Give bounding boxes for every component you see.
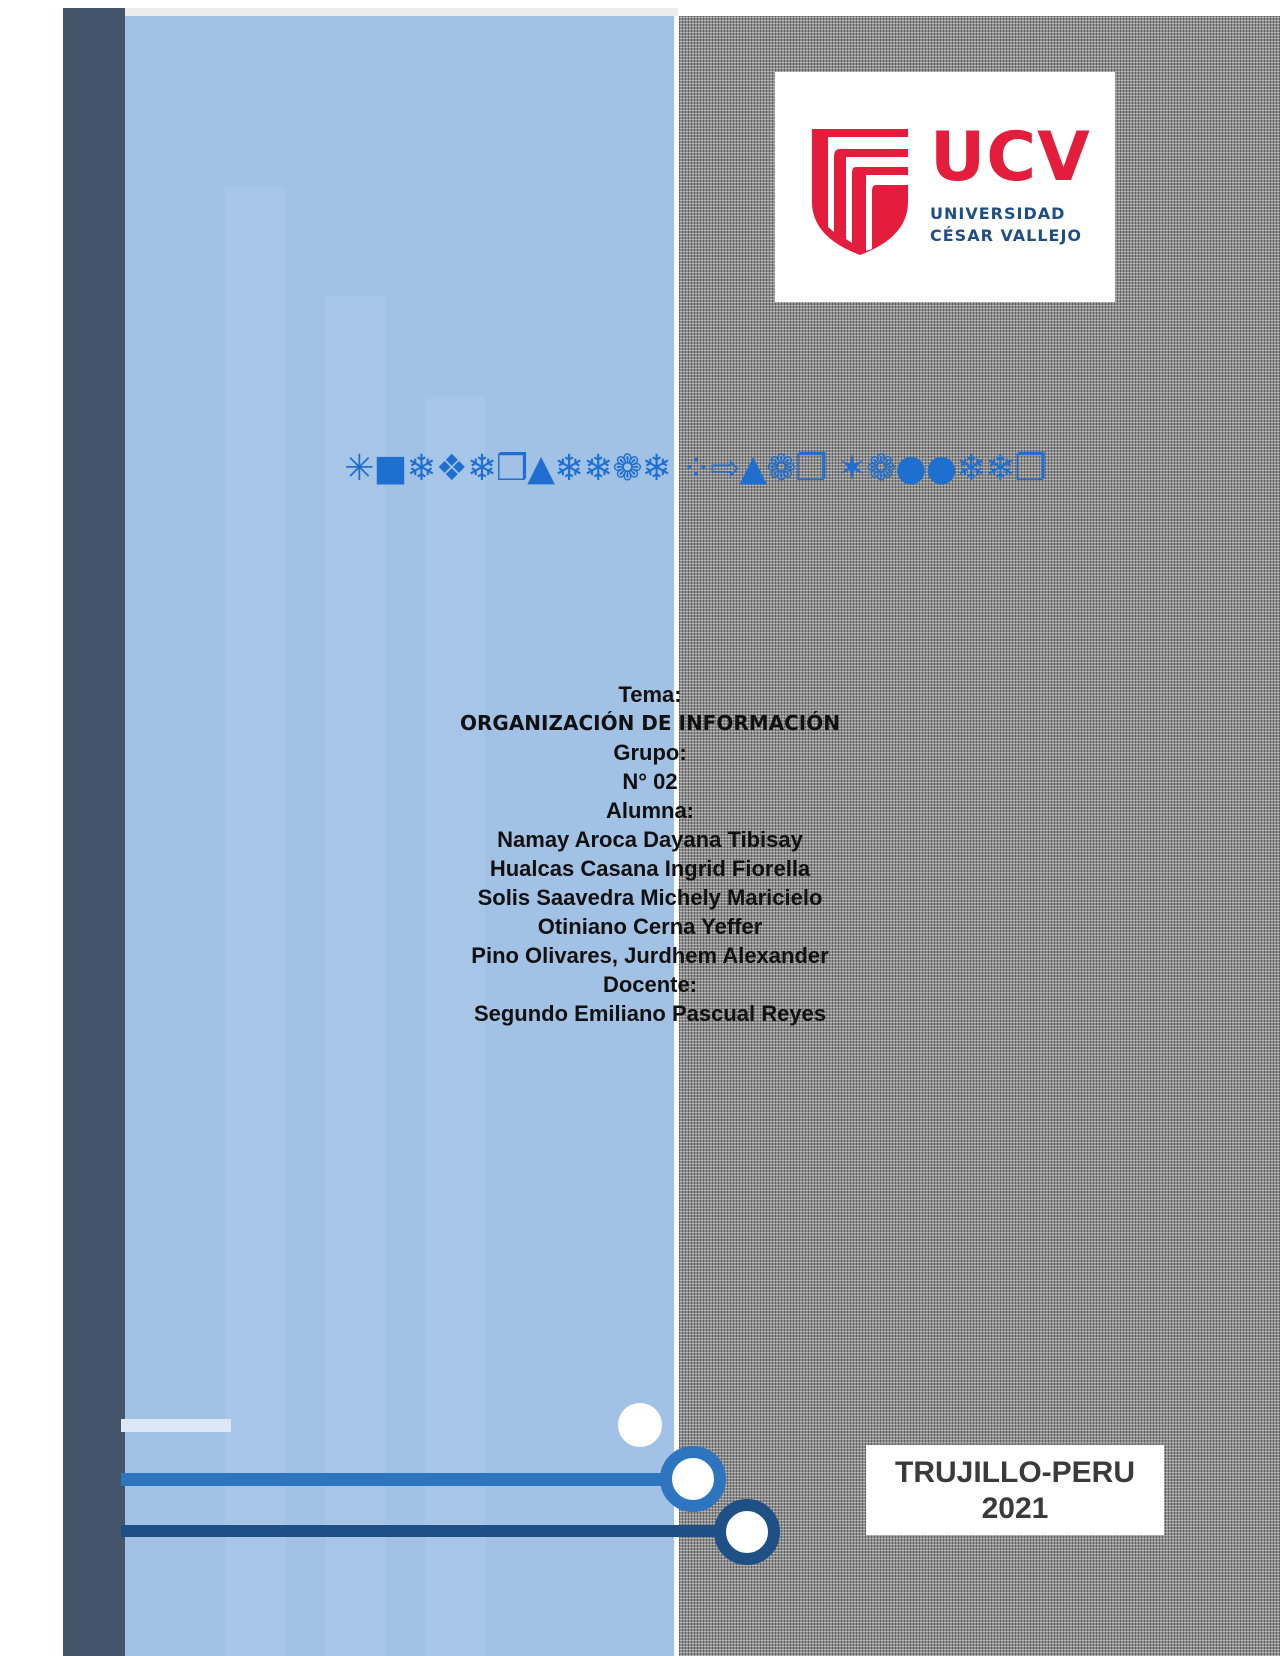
shield-logo-icon xyxy=(810,127,910,257)
logo-acronym: UCV xyxy=(930,118,1091,197)
decor-bar-pale xyxy=(121,1419,231,1432)
place-text: TRUJILLO-PERU xyxy=(895,1456,1135,1489)
decor-bar-light xyxy=(121,1473,691,1486)
panel-shade xyxy=(225,186,285,1656)
student-name: Pino Olivares, Jurdhem Alexander xyxy=(471,943,829,968)
student-name: Namay Aroca Dayana Tibisay xyxy=(497,827,803,852)
logo-line-2: CÉSAR VALLEJO xyxy=(930,226,1083,245)
panel-shade xyxy=(325,296,385,1656)
decor-bar-dark xyxy=(121,1525,743,1537)
decor-dot xyxy=(618,1403,662,1447)
student-name: Hualcas Casana Ingrid Fiorella xyxy=(489,856,811,881)
logo-line-1: UNIVERSIDAD xyxy=(930,204,1066,223)
student-name: Otiniano Cerna Yeffer xyxy=(537,914,763,939)
year-text: 2021 xyxy=(981,1492,1049,1525)
document-title-symbols: ✳■❄❖❄❒▲❄❄❁❄ ⁘⇨▲❁❒ ✶❁●●❄❄❒ xyxy=(344,448,1046,489)
group-number: N° 02 xyxy=(622,769,678,794)
topic-text: ORGANIZACIÓN DE INFORMACIÓN xyxy=(460,711,840,735)
place-date-box xyxy=(866,1445,1164,1535)
university-logo xyxy=(775,72,1115,302)
label-grupo: Grupo: xyxy=(613,740,687,765)
dark-spine-bar xyxy=(63,8,125,1656)
teacher-name: Segundo Emiliano Pascual Reyes xyxy=(473,1001,827,1026)
cover-info xyxy=(400,680,900,1028)
label-alumna: Alumna: xyxy=(606,798,694,823)
decor-ring-dark xyxy=(714,1499,780,1565)
decor-ring-light xyxy=(660,1446,726,1512)
student-name: Solis Saavedra Michely Maricielo xyxy=(477,885,823,910)
label-tema: Tema: xyxy=(618,682,682,707)
label-docente: Docente: xyxy=(602,972,698,997)
top-strip xyxy=(118,8,678,16)
